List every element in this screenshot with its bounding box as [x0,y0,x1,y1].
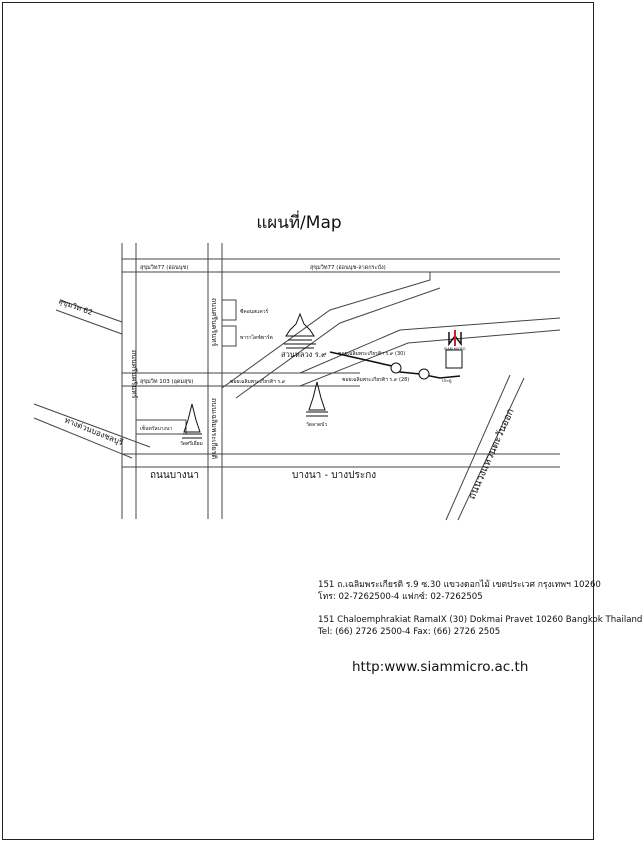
label-kanchanaphisek: ถนนวงแหวนตะวันออก [466,407,517,502]
road-kanchanaphisek [446,375,524,520]
school-logo-icon [449,330,461,346]
building-box-1 [222,300,236,320]
label-sukhumvit77-right: สุขุมวิท77 (อ่อนนุช-ลาดกระบัง) [310,265,386,271]
junction-circle-1 [391,363,401,373]
label-temple-1: วัดศรีเอี่ยม [180,441,203,447]
label-bangna-prakong: บางนา - บางประกง [292,470,377,481]
junction-circle-2 [419,369,429,379]
label-school-gate: ประตู [442,378,452,383]
label-soi-udomsuk: ซอยเฉลิมพระเกียรติฯ ร.๙ [230,379,286,385]
temple-icon-2 [306,382,328,416]
label-park: สวนหลวง ร.๙ [281,350,327,359]
school-building-icon [446,350,462,368]
temple-icon-park [284,314,316,348]
address-thai-line1: 151 ถ.เฉลิมพระเกียรติ ร.9 ซ.30 แขวงดอกไม้ เขตประเวศ กรุงเทพฯ 10260 [318,580,601,590]
label-srinakarin-top: ถนนศรีนครินทร์ [210,298,218,347]
label-expressway: ทางด่วนบองชลบุรี [63,415,125,448]
road-chaloem [208,243,222,519]
address-en-line2: Tel: (66) 2726 2500-4 Fax: (66) 2726 2505 [318,627,501,637]
label-soi28: ซอยเฉลิมพระเกียรติฯ ร.๙ (28) [342,377,410,383]
page-title: แผนที่/Map [256,213,342,233]
label-temple-2: วัดลาดบัว [306,422,328,428]
label-bangna: ถนนบางนา [150,470,200,481]
website-url[interactable]: http:www.siammicro.ac.th [352,659,529,675]
label-sukhumvit77-left: สุขุมวิท77 (อ่อนนุช) [140,265,189,271]
label-chaloem: ถนนเฉลิมพระเกียรติ [210,398,218,460]
building-box-2 [222,326,236,346]
label-sukhumvit103: สุขุมวิท 103 (อุดมสุข) [140,379,194,385]
label-bottom-place: เซ็นทรัลบางนา [140,426,173,432]
label-soi30: ซอยเฉลิมพระเกียรติฯ ร.๙ (30) [338,351,406,357]
address-thai-line2: โทร: 02-7262500-4 แฟกซ์: 02-7262505 [318,592,483,602]
label-school: SIAM MICRO [444,347,466,351]
label-srinakarin-left: ถนนศรีนครินทร์ [130,350,138,399]
label-building-1: ซีคอนสแควร์ [240,309,269,315]
address-en-line1: 151 Chaloemphrakiat RamaIX (30) Dokmai Pravet 10260 Bangkok Thailand [318,615,642,625]
label-sukhumvit62: สุขุมวิท 62 [57,296,94,318]
temple-icon-1 [182,404,202,438]
label-building-2: พาราไดซ์พาร์ค [240,335,273,341]
